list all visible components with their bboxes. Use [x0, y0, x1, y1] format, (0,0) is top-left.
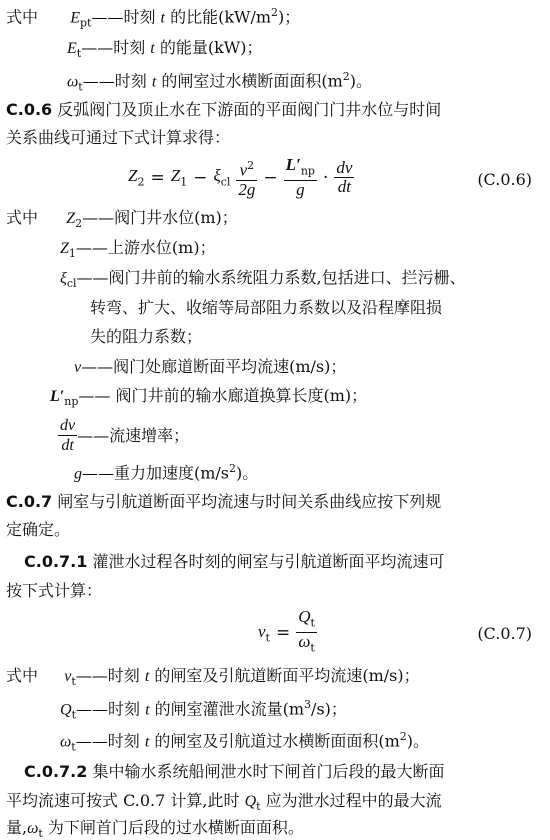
def-row: 式中 $v_t——$时刻 t 的闸室及引航道断面平均流速(m/s)； [6, 666, 420, 689]
def-row: 式中 $E_{pt}——$时刻 t 的比能$(kW/m^2)$； [6, 6, 301, 30]
clause-c072: C.0.7.2 集中输水系统船闸泄水时下闸首门后段的最大断面 [24, 762, 445, 781]
clause-c072-line2: 平均流速可按式 C.0.7 计算,此时 $Q_t$ 应为泄水过程中的最大流 [6, 791, 442, 814]
def-row: 式中 $Z_2——$阀门井水位(m)； [6, 208, 238, 231]
fraction: $\frac{Q_t}{\omega_t}$ [298, 607, 315, 655]
fraction: $\frac{v^2}{2g}$ [238, 158, 256, 199]
def-row: $Q_t——$时刻 t 的闸室灌泄水流量$(m^3/s)$； [60, 698, 347, 722]
clause-c071-line2: 按下式计算： [6, 581, 103, 600]
def-row: v——阀门处廊道断面平均流速(m/s)； [74, 357, 347, 376]
def-row: $\omega_t——$时刻 t 的闸室过水横断面面积$(m^2)$。 [67, 70, 373, 94]
def-row: $\omega_t——$时刻 t 的闸室及引航道过水横断面面积$(m^2)$。 [60, 730, 430, 754]
def-row: $L'_{np}——$ 阀门井前的输水廊道换算长度(m)； [50, 386, 368, 409]
clause-c06-line2: 关系曲线可通过下式计算求得： [6, 128, 231, 147]
equation-number: (C.0.6) [477, 170, 532, 189]
def-row-continued: 转弯、扩大、收缩等局部阻力系数以及沿程摩阻损 [90, 298, 443, 317]
def-row: $\xi_{cl}——$阀门井前的输水系统阻力系数,包括进口、拦污栅、 [60, 268, 466, 291]
clause-c07-line2: 定确定。 [6, 520, 71, 539]
def-row: $E_t——$时刻 t 的能量(kW)； [67, 38, 263, 61]
clause-c071: C.0.7.1 灌泄水过程各时刻的闸室与引航道断面平均流速可 [24, 552, 445, 571]
fraction: $\frac{L'_{np}}{g}$ [285, 155, 315, 200]
equation-c07: $v_t$ = $\frac{Q_t}{\omega_t}$ [258, 608, 317, 658]
def-row: $Z_1——$上游水位(m)； [60, 238, 216, 261]
equation-c06: $Z_2$ = $Z_1$ − $\xi_{cl}$ $\frac{v^2}{2g}$ − $\frac{L'_{np}}{g}$ · $\frac{dv}{dt}$ [128, 155, 353, 200]
fraction: $\frac{dv}{dt}$ [336, 158, 353, 197]
fraction: $\frac{dv}{dt}$ [60, 417, 76, 454]
clause-c072-line3: 量$,\omega_t$ 为下闸首门后段的过水横断面面积。 [6, 818, 304, 840]
clause-c06: C.0.6 反弧阀门及顶止水在下游面的平面阀门门井水位与时间 [6, 100, 442, 119]
def-row: g——重力加速度$(m/s^2)$。 [74, 462, 259, 483]
def-row-continued: 失的阻力系数； [90, 327, 203, 346]
def-row: $\frac{dv}{dt}$ ——流速增率； [60, 417, 190, 454]
equation-number: (C.0.7) [477, 624, 532, 643]
clause-c07: C.0.7 闸室与引航道断面平均流速与时间关系曲线应按下列规 [6, 492, 442, 511]
